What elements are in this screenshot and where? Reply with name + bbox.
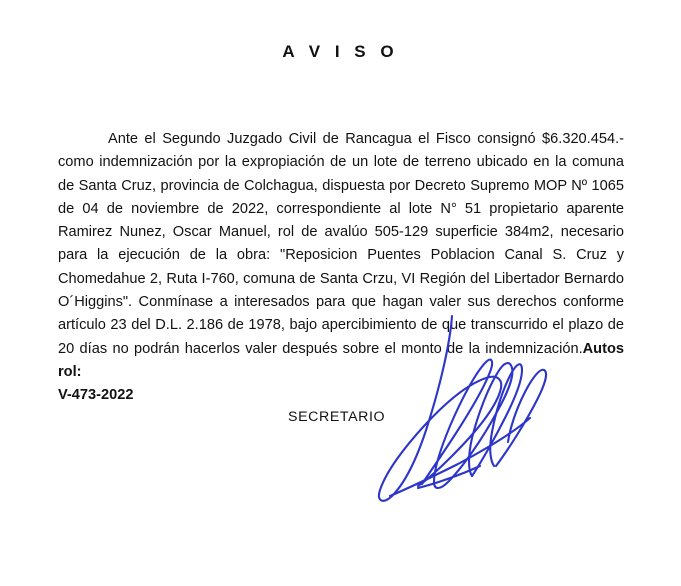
notice-paragraph (58, 128, 624, 408)
autos-rol-label: Autos rol: (58, 340, 624, 380)
notice-body (58, 128, 624, 408)
page-title: A V I S O (282, 42, 399, 61)
signature-label: SECRETARIO (288, 409, 386, 425)
notice-paragraph-text: Ante el Segundo Juzgado Civil de Rancagua el Fisco consignó $6.320.454.- como indemnización por la expropiación de un lote de terreno ubicado en la comuna de Santa Cruz, provincia de Colchagua, dispuesta por Decreto Supremo MOP Nº 1065 de 04 de noviembre de 2022, correspondiente al lote N° 51 propietario aparente Ramirez Nunez, Oscar Manuel, rol de avalúo 505-129 superficie 384m2, necesario para la ejecución de la obra: "Reposicion Puentes Poblacion Canal S. Cruz y Chomedahue 2, Ruta I-760, comuna de Santa Crzu, VI Región del Libertador Bernardo O´Higgins". Conmínase a interesados para que hagan valer sus derechos conforme artículo 23 del D.L. 2.186 de 1978, bajo apercibimiento de que transcurrido el plazo de 20 días no podrán hacerlos valer después sobre el monto de la indemnización. (58, 131, 624, 357)
case-number-value: V-473-2022 (58, 387, 134, 404)
